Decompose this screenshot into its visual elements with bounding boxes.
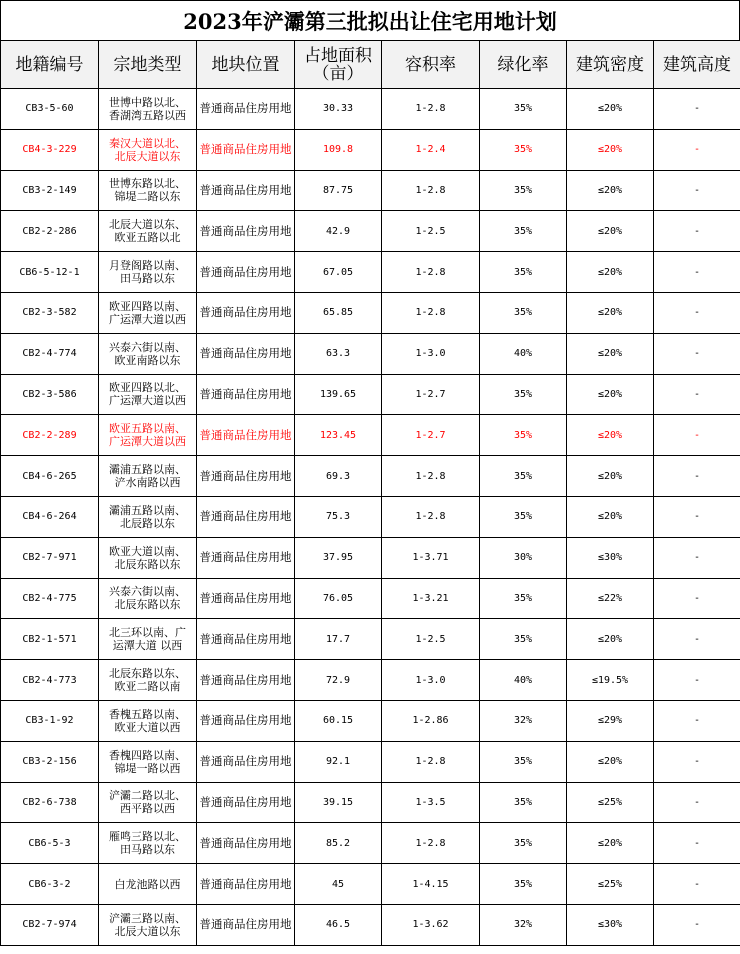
cell-density: ≤30% bbox=[567, 904, 654, 945]
table-row bbox=[1, 823, 740, 864]
cell-green: 30% bbox=[480, 537, 567, 578]
location-line-1: 欧亚四路以南、 bbox=[109, 299, 186, 313]
cell-density: ≤20% bbox=[567, 89, 654, 130]
cell-far: 1-2.7 bbox=[382, 374, 480, 415]
cell-type: 普通商品住房用地 bbox=[197, 537, 295, 578]
table-body bbox=[1, 89, 740, 946]
cell-height: - bbox=[654, 252, 740, 293]
location-line-1: 秦汉大道以北、 bbox=[109, 136, 186, 150]
col-header-location: 宗地类型 bbox=[99, 41, 197, 89]
cell-far: 1-2.4 bbox=[382, 129, 480, 170]
cell-location bbox=[99, 252, 197, 293]
table-row bbox=[1, 578, 740, 619]
location-line-2: 北辰东路以东 bbox=[114, 598, 181, 612]
cell-area: 60.15 bbox=[295, 700, 382, 741]
table-row bbox=[1, 374, 740, 415]
location-line-1: 浐灞二路以北、 bbox=[109, 789, 186, 803]
cell-height: - bbox=[654, 864, 740, 905]
location-line-2: 欧亚二路以南 bbox=[114, 680, 181, 694]
cell-area: 109.8 bbox=[295, 129, 382, 170]
cell-green: 35% bbox=[480, 129, 567, 170]
location-line-2: 锦堤二路以东 bbox=[114, 190, 181, 204]
cell-type: 普通商品住房用地 bbox=[197, 578, 295, 619]
cell-code: CB2-4-775 bbox=[1, 578, 99, 619]
cell-code: CB2-6-738 bbox=[1, 782, 99, 823]
table-row bbox=[1, 211, 740, 252]
location-line-1: 欧亚五路以南、 bbox=[109, 422, 186, 436]
cell-location bbox=[99, 211, 197, 252]
cell-code: CB2-7-971 bbox=[1, 537, 99, 578]
cell-location bbox=[99, 496, 197, 537]
cell-density: ≤20% bbox=[567, 292, 654, 333]
cell-height: - bbox=[654, 823, 740, 864]
cell-type: 普通商品住房用地 bbox=[197, 333, 295, 374]
cell-far: 1-3.5 bbox=[382, 782, 480, 823]
land-plan-table bbox=[0, 40, 740, 946]
table-row bbox=[1, 252, 740, 293]
location-line-2: 欧亚五路以北 bbox=[114, 231, 181, 245]
cell-height: - bbox=[654, 292, 740, 333]
cell-area: 63.3 bbox=[295, 333, 382, 374]
cell-type: 普通商品住房用地 bbox=[197, 904, 295, 945]
location-line-1: 浐灞三路以南、 bbox=[109, 911, 186, 925]
cell-height: - bbox=[654, 89, 740, 130]
cell-code: CB2-2-286 bbox=[1, 211, 99, 252]
cell-location bbox=[99, 700, 197, 741]
cell-height: - bbox=[654, 578, 740, 619]
location-line-2: 广运潭大道以西 bbox=[109, 394, 186, 408]
col-header-density: 建筑密度 bbox=[567, 41, 654, 89]
cell-density: ≤20% bbox=[567, 374, 654, 415]
cell-height: - bbox=[654, 904, 740, 945]
cell-far: 1-2.86 bbox=[382, 700, 480, 741]
col-header-height: 建筑高度 bbox=[654, 41, 740, 89]
cell-far: 1-2.8 bbox=[382, 252, 480, 293]
cell-type: 普通商品住房用地 bbox=[197, 415, 295, 456]
cell-green: 35% bbox=[480, 374, 567, 415]
cell-location bbox=[99, 333, 197, 374]
location-line-2: 运潭大道 以西 bbox=[112, 639, 183, 653]
table-row bbox=[1, 619, 740, 660]
cell-type: 普通商品住房用地 bbox=[197, 782, 295, 823]
location-line-2: 田马路以东 bbox=[120, 272, 175, 286]
cell-area: 85.2 bbox=[295, 823, 382, 864]
cell-code: CB2-3-586 bbox=[1, 374, 99, 415]
cell-location bbox=[99, 89, 197, 130]
table-row bbox=[1, 333, 740, 374]
cell-code: CB2-1-571 bbox=[1, 619, 99, 660]
cell-density: ≤20% bbox=[567, 170, 654, 211]
col-header-area: 占地面积（亩） bbox=[295, 41, 382, 89]
cell-area: 92.1 bbox=[295, 741, 382, 782]
cell-far: 1-2.8 bbox=[382, 496, 480, 537]
location-line-2: 欧亚大道以西 bbox=[114, 720, 181, 734]
cell-area: 67.05 bbox=[295, 252, 382, 293]
cell-code: CB6-5-3 bbox=[1, 823, 99, 864]
cell-code: CB3-2-149 bbox=[1, 170, 99, 211]
cell-far: 1-3.0 bbox=[382, 660, 480, 701]
location-line-2: 北辰东路以东 bbox=[114, 557, 181, 571]
location-line-1: 欧亚四路以北、 bbox=[109, 381, 186, 395]
cell-location bbox=[99, 292, 197, 333]
cell-far: 1-3.62 bbox=[382, 904, 480, 945]
cell-location bbox=[99, 741, 197, 782]
cell-density: ≤20% bbox=[567, 252, 654, 293]
cell-type: 普通商品住房用地 bbox=[197, 660, 295, 701]
cell-type: 普通商品住房用地 bbox=[197, 456, 295, 497]
cell-height: - bbox=[654, 374, 740, 415]
cell-type: 普通商品住房用地 bbox=[197, 700, 295, 741]
cell-code: CB4-6-265 bbox=[1, 456, 99, 497]
cell-density: ≤30% bbox=[567, 537, 654, 578]
table-row bbox=[1, 741, 740, 782]
cell-green: 35% bbox=[480, 496, 567, 537]
table-row bbox=[1, 660, 740, 701]
cell-density: ≤20% bbox=[567, 741, 654, 782]
cell-far: 1-4.15 bbox=[382, 864, 480, 905]
location-line-1: 欧亚大道以南、 bbox=[109, 544, 186, 558]
location-line-1: 世博中路以北、 bbox=[109, 95, 186, 109]
location-line-1: 兴泰六街以南、 bbox=[109, 340, 186, 354]
cell-height: - bbox=[654, 211, 740, 252]
cell-type: 普通商品住房用地 bbox=[197, 89, 295, 130]
location-line-2: 西平路以西 bbox=[120, 802, 175, 816]
cell-type: 普通商品住房用地 bbox=[197, 496, 295, 537]
cell-type: 普通商品住房用地 bbox=[197, 292, 295, 333]
location-line-2: 北辰路以东 bbox=[120, 516, 175, 530]
location-line-2: 浐水南路以西 bbox=[114, 476, 181, 490]
cell-far: 1-3.21 bbox=[382, 578, 480, 619]
cell-density: ≤20% bbox=[567, 415, 654, 456]
cell-height: - bbox=[654, 129, 740, 170]
cell-far: 1-2.7 bbox=[382, 415, 480, 456]
cell-location bbox=[99, 170, 197, 211]
location-line-2: 欧亚南路以东 bbox=[114, 353, 181, 367]
cell-green: 35% bbox=[480, 211, 567, 252]
cell-far: 1-3.0 bbox=[382, 333, 480, 374]
cell-location bbox=[99, 904, 197, 945]
cell-area: 69.3 bbox=[295, 456, 382, 497]
cell-area: 30.33 bbox=[295, 89, 382, 130]
cell-area: 45 bbox=[295, 864, 382, 905]
cell-area: 42.9 bbox=[295, 211, 382, 252]
location-line-1: 香槐四路以南、 bbox=[109, 748, 186, 762]
cell-location bbox=[99, 129, 197, 170]
cell-far: 1-2.8 bbox=[382, 292, 480, 333]
cell-density: ≤29% bbox=[567, 700, 654, 741]
header-row bbox=[1, 41, 740, 89]
cell-density: ≤25% bbox=[567, 864, 654, 905]
cell-code: CB4-6-264 bbox=[1, 496, 99, 537]
cell-area: 65.85 bbox=[295, 292, 382, 333]
cell-area: 39.15 bbox=[295, 782, 382, 823]
location-line-1: 北辰东路以东、 bbox=[109, 667, 186, 681]
location-line-2: 田马路以东 bbox=[120, 843, 175, 857]
cell-area: 139.65 bbox=[295, 374, 382, 415]
cell-height: - bbox=[654, 496, 740, 537]
cell-green: 35% bbox=[480, 782, 567, 823]
cell-height: - bbox=[654, 660, 740, 701]
cell-location bbox=[99, 415, 197, 456]
location-line-2: 锦堤一路以西 bbox=[114, 761, 181, 775]
cell-density: ≤25% bbox=[567, 782, 654, 823]
cell-density: ≤20% bbox=[567, 211, 654, 252]
cell-location bbox=[99, 864, 197, 905]
location-line-2: 广运潭大道以西 bbox=[109, 312, 186, 326]
cell-green: 35% bbox=[480, 89, 567, 130]
location-line-1: 香槐五路以南、 bbox=[109, 707, 186, 721]
table-row bbox=[1, 456, 740, 497]
cell-green: 40% bbox=[480, 333, 567, 374]
cell-green: 35% bbox=[480, 823, 567, 864]
cell-area: 17.7 bbox=[295, 619, 382, 660]
table-row bbox=[1, 700, 740, 741]
location-line-1: 灞浦五路以南、 bbox=[109, 463, 186, 477]
cell-green: 35% bbox=[480, 170, 567, 211]
table-row bbox=[1, 129, 740, 170]
cell-area: 123.45 bbox=[295, 415, 382, 456]
cell-far: 1-2.8 bbox=[382, 89, 480, 130]
location-line-2: 广运潭大道以西 bbox=[109, 435, 186, 449]
location-line-1: 北辰大道以东、 bbox=[109, 218, 186, 232]
location-line-1: 月登阁路以南、 bbox=[109, 259, 186, 273]
col-header-type: 地块位置 bbox=[197, 41, 295, 89]
cell-type: 普通商品住房用地 bbox=[197, 823, 295, 864]
table-row bbox=[1, 89, 740, 130]
cell-density: ≤20% bbox=[567, 496, 654, 537]
cell-far: 1-2.8 bbox=[382, 456, 480, 497]
location-line-1: 兴泰六街以南、 bbox=[109, 585, 186, 599]
cell-green: 35% bbox=[480, 292, 567, 333]
col-header-green: 绿化率 bbox=[480, 41, 567, 89]
cell-height: - bbox=[654, 456, 740, 497]
cell-far: 1-2.8 bbox=[382, 170, 480, 211]
cell-height: - bbox=[654, 741, 740, 782]
cell-type: 普通商品住房用地 bbox=[197, 619, 295, 660]
cell-location bbox=[99, 374, 197, 415]
cell-area: 75.3 bbox=[295, 496, 382, 537]
cell-density: ≤20% bbox=[567, 619, 654, 660]
cell-location bbox=[99, 619, 197, 660]
cell-height: - bbox=[654, 782, 740, 823]
cell-green: 35% bbox=[480, 415, 567, 456]
cell-code: CB2-4-774 bbox=[1, 333, 99, 374]
table-row bbox=[1, 537, 740, 578]
cell-green: 32% bbox=[480, 700, 567, 741]
table-row bbox=[1, 904, 740, 945]
cell-area: 46.5 bbox=[295, 904, 382, 945]
location-line-1: 雁鸣三路以北、 bbox=[109, 830, 186, 844]
location-line-1: 世博东路以北、 bbox=[109, 177, 186, 191]
cell-green: 35% bbox=[480, 619, 567, 660]
cell-far: 1-2.8 bbox=[382, 741, 480, 782]
cell-code: CB4-3-229 bbox=[1, 129, 99, 170]
cell-height: - bbox=[654, 537, 740, 578]
cell-far: 1-2.5 bbox=[382, 619, 480, 660]
table-row bbox=[1, 782, 740, 823]
cell-height: - bbox=[654, 415, 740, 456]
cell-code: CB2-2-289 bbox=[1, 415, 99, 456]
table-row bbox=[1, 864, 740, 905]
cell-density: ≤19.5% bbox=[567, 660, 654, 701]
table-row bbox=[1, 496, 740, 537]
cell-code: CB3-2-156 bbox=[1, 741, 99, 782]
cell-type: 普通商品住房用地 bbox=[197, 741, 295, 782]
cell-location bbox=[99, 782, 197, 823]
location-line-2: 北辰大道以东 bbox=[114, 924, 181, 938]
cell-code: CB6-5-12-1 bbox=[1, 252, 99, 293]
cell-green: 35% bbox=[480, 578, 567, 619]
cell-code: CB3-1-92 bbox=[1, 700, 99, 741]
cell-height: - bbox=[654, 333, 740, 374]
location-line-1: 北三环以南、广 bbox=[109, 626, 186, 640]
cell-location bbox=[99, 456, 197, 497]
table-row bbox=[1, 292, 740, 333]
cell-code: CB2-3-582 bbox=[1, 292, 99, 333]
cell-green: 35% bbox=[480, 864, 567, 905]
cell-area: 76.05 bbox=[295, 578, 382, 619]
cell-area: 72.9 bbox=[295, 660, 382, 701]
location-line-1: 白龙池路以西 bbox=[114, 877, 181, 891]
cell-type: 普通商品住房用地 bbox=[197, 129, 295, 170]
cell-green: 35% bbox=[480, 741, 567, 782]
cell-location bbox=[99, 578, 197, 619]
cell-type: 普通商品住房用地 bbox=[197, 211, 295, 252]
cell-green: 35% bbox=[480, 456, 567, 497]
cell-code: CB3-5-60 bbox=[1, 89, 99, 130]
col-header-far: 容积率 bbox=[382, 41, 480, 89]
cell-density: ≤22% bbox=[567, 578, 654, 619]
cell-location bbox=[99, 823, 197, 864]
cell-type: 普通商品住房用地 bbox=[197, 252, 295, 293]
cell-area: 37.95 bbox=[295, 537, 382, 578]
cell-type: 普通商品住房用地 bbox=[197, 170, 295, 211]
cell-density: ≤20% bbox=[567, 129, 654, 170]
cell-height: - bbox=[654, 170, 740, 211]
location-line-2: 北辰大道以东 bbox=[114, 149, 181, 163]
cell-area: 87.75 bbox=[295, 170, 382, 211]
cell-location bbox=[99, 660, 197, 701]
col-header-code: 地籍编号 bbox=[1, 41, 99, 89]
cell-green: 40% bbox=[480, 660, 567, 701]
cell-code: CB6-3-2 bbox=[1, 864, 99, 905]
cell-far: 1-2.8 bbox=[382, 823, 480, 864]
table-row bbox=[1, 170, 740, 211]
location-line-2: 香湖湾五路以西 bbox=[109, 108, 186, 122]
cell-code: CB2-7-974 bbox=[1, 904, 99, 945]
cell-type: 普通商品住房用地 bbox=[197, 864, 295, 905]
cell-location bbox=[99, 537, 197, 578]
cell-density: ≤20% bbox=[567, 456, 654, 497]
cell-green: 32% bbox=[480, 904, 567, 945]
cell-height: - bbox=[654, 619, 740, 660]
cell-far: 1-2.5 bbox=[382, 211, 480, 252]
cell-height: - bbox=[654, 700, 740, 741]
sheet-title: 2023年浐灞第三批拟出让住宅用地计划 bbox=[0, 0, 740, 40]
cell-code: CB2-4-773 bbox=[1, 660, 99, 701]
cell-green: 35% bbox=[480, 252, 567, 293]
cell-far: 1-3.71 bbox=[382, 537, 480, 578]
cell-density: ≤20% bbox=[567, 823, 654, 864]
location-line-1: 灞浦五路以南、 bbox=[109, 503, 186, 517]
cell-type: 普通商品住房用地 bbox=[197, 374, 295, 415]
table-row bbox=[1, 415, 740, 456]
cell-density: ≤20% bbox=[567, 333, 654, 374]
